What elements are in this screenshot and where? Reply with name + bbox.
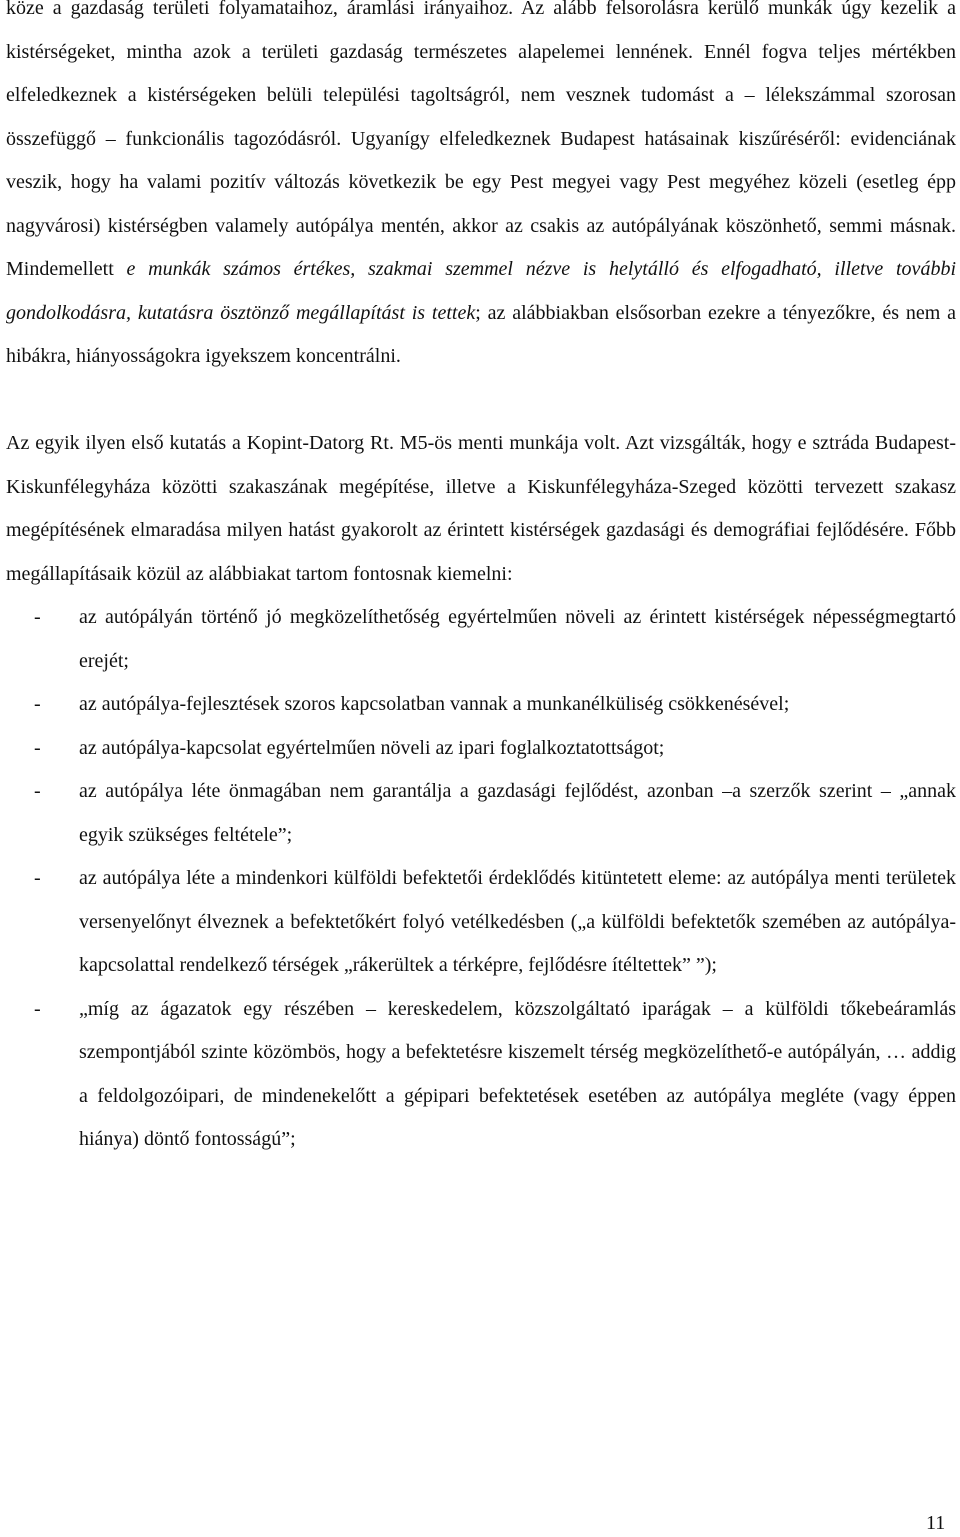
list-dash: - — [34, 780, 41, 802]
list-item-text: az autópályán történő jó megközelíthetőség egyértelműen növeli az érintett kistérségek népességmegtartó erejét; — [79, 606, 956, 672]
list-item — [6, 596, 956, 683]
body-paragraph-2: Az egyik ilyen első kutatás a Kopint-Datorg Rt. M5-ös menti munkája volt. Azt vizsgálták, hogy e sztráda Budapest-Kiskunfélegyháza közötti szakaszának megépítése, illetve a Kiskunfélegyháza-Szeged közötti tervezett szakasz megépítésének elmaradása milyen hatást gyakorolt az érintett kistérségek gazdasági és demográfiai fejlődésére. Főbb megállapításaik közül az alábbiakat tartom fontosnak kiemelni: — [6, 432, 956, 585]
list-item — [6, 770, 956, 857]
list-item-text: az autópálya léte önmagában nem garantálja a gazdasági fejlődést, azonban –a szerzők szerint – „annak egyik szükséges feltétele”; — [79, 780, 956, 846]
list-dash: - — [34, 997, 41, 1020]
list-item-text: az autópálya-kapcsolat egyértelműen növeli az ipari foglalkoztatottságot; — [79, 736, 665, 759]
paragraph-1-text-b: ; az alábbiakban elsősorban ezekre a tényezőkre, és nem a hibákra, hiányosságokra igyekszem koncentrálni. — [6, 301, 956, 367]
list-item — [6, 857, 956, 988]
list-dash: - — [34, 693, 41, 715]
list-item-text: „míg az ágazatok egy részében – kereskedelem, közszolgáltató iparágak – a külföldi tőkebeáramlás szempontjából szinte közömbös, hogy a befektetésre kiszemelt térség megközelíthető-e autópályán, … addig a feldolgozóipari, de mindenekelőtt a gépipari befektetések esetében az autópálya megléte (vagy éppen hiánya) döntő fontosságú”; — [79, 997, 956, 1150]
list-item — [6, 683, 956, 727]
document-page — [6, 0, 956, 1162]
list-item-text: az autópálya léte a mindenkori külföldi befektetői érdeklődés kitüntetett eleme: az autópálya menti területek versenyelőnyt élveznek a befektetőkért folyó vetélkedésben („a külföldi befektetők szemében az autópálya-kapcsolattal rendelkező térségek „rákerültek a térképre, fejlődésre ítéltettek” ”); — [79, 867, 956, 976]
list-dash: - — [34, 867, 41, 889]
findings-list — [6, 596, 956, 1162]
page-number: 11 — [926, 1512, 946, 1534]
list-item — [6, 727, 956, 771]
list-dash: - — [34, 606, 41, 628]
list-item-text: az autópálya-fejlesztések szoros kapcsolatban vannak a munkanélküliség csökkenésével; — [79, 693, 790, 715]
paragraph-1-emphasis: e munkák számos értékes, szakmai szemmel nézve is helytálló és elfogadható, illetve további gondolkodásra, kutatásra ösztönző megállapítást is tettek — [6, 258, 956, 324]
paragraph-1-text-a: köze a gazdaság területi folyamataihoz, áramlási irányaihoz. Az alább felsorolásra kerülő munkák úgy kezelik a kistérségeket, mintha azok a területi gazdaság természetes alapelemei lennének. Ennél fogva teljes mértékben elfeledkeznek a kistérségeken belüli települési tagoltságról, nem vesznek tudomást a – lélekszámmal szorosan összefüggő – funkcionális tagozódásról. Ugyanígy elfeledkeznek Budapest hatásainak kiszűréséről: evidenciának veszik, hogy ha valami pozitív változás következik be egy Pest megyei vagy Pest megyéhez közeli (esetleg épp nagyvárosi) kistérségben valamely autópálya mentén, akkor az csakis az autópályának köszönhető, semmi másnak. Mindemellett — [6, 0, 956, 280]
body-paragraph-1 — [6, 0, 956, 379]
list-dash: - — [34, 736, 41, 759]
list-item — [6, 988, 956, 1162]
